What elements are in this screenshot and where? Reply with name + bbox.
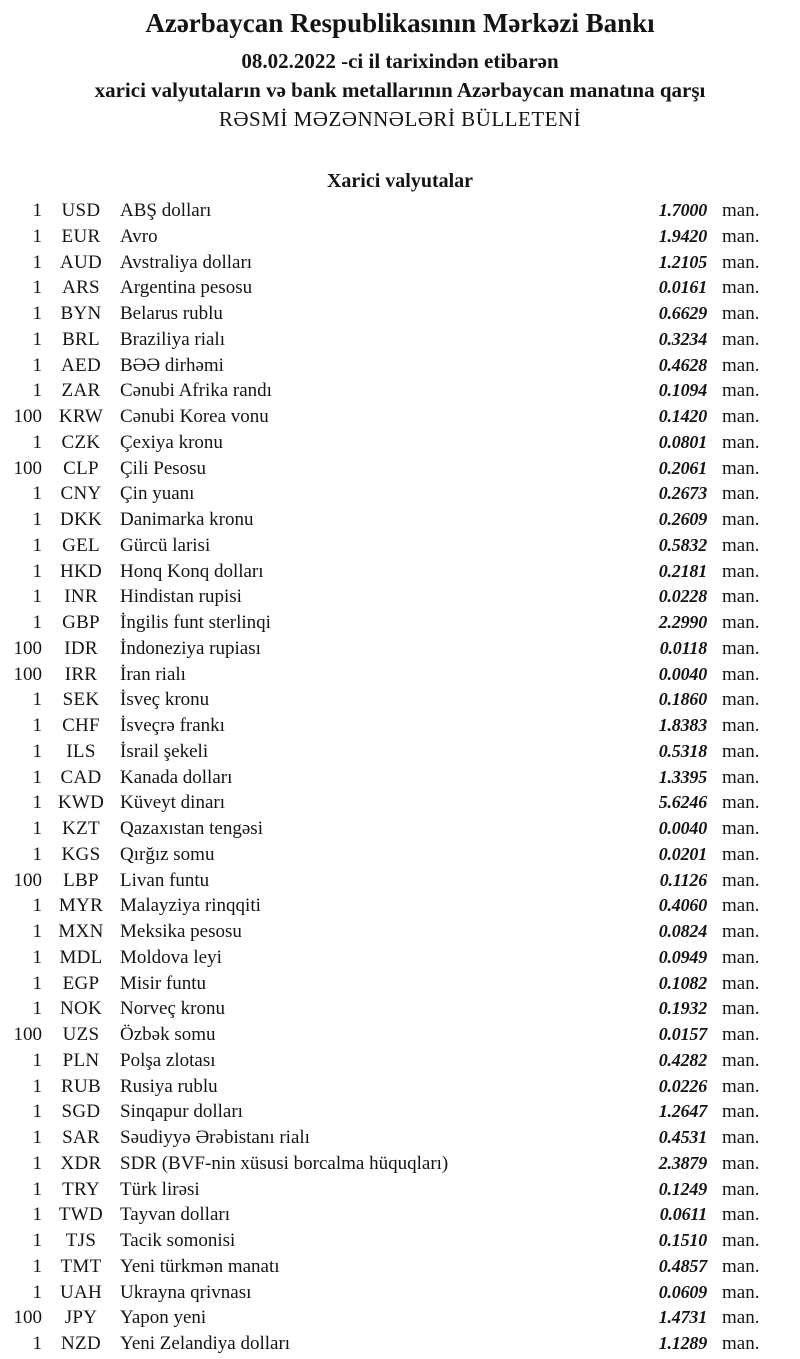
- unit-label-cell: man.: [722, 663, 760, 685]
- rate-value-cell: 0.0824: [658, 921, 707, 941]
- currency-rate-row: [8, 535, 770, 561]
- unit-label-cell: man.: [722, 715, 760, 736]
- quantity-cell: 1: [32, 1204, 42, 1226]
- currency-rate-row: [8, 355, 770, 381]
- currency-rate-row: [8, 1153, 770, 1179]
- quantity-cell: 1: [32, 1230, 42, 1251]
- quantity-cell: 100: [13, 406, 42, 427]
- currency-rate-row: [8, 792, 770, 818]
- currency-name-cell: Çili Pesosu: [120, 457, 207, 479]
- currency-rates-table: [0, 200, 800, 1359]
- rate-value-cell: 0.1094: [658, 380, 707, 401]
- unit-label-cell: man.: [722, 895, 760, 917]
- unit-label-cell: man.: [722, 1281, 760, 1303]
- currency-code-cell: LBP: [63, 869, 99, 891]
- currency-name-cell: Rusiya rublu: [120, 1075, 218, 1097]
- currency-code-cell: CAD: [60, 766, 102, 788]
- currency-rate-row: [8, 1050, 770, 1076]
- currency-code-cell: KRW: [58, 406, 104, 427]
- currency-code-cell: SEK: [62, 689, 100, 711]
- currency-code-cell: MDL: [59, 946, 103, 968]
- currency-rate-row: [8, 870, 770, 896]
- quantity-cell: 100: [13, 457, 42, 479]
- currency-name-cell: İsveçrə frankı: [120, 715, 225, 736]
- rate-value-cell: 0.1420: [658, 406, 707, 426]
- rate-value-cell: 0.0201: [658, 843, 707, 864]
- quantity-cell: 1: [32, 715, 42, 736]
- rate-value-cell: 0.0226: [658, 1075, 707, 1096]
- currency-rate-row: [8, 483, 770, 509]
- rate-value-cell: 0.0118: [659, 637, 707, 658]
- quantity-cell: 100: [13, 663, 42, 685]
- currency-code-cell: IRR: [64, 663, 98, 685]
- unit-label-cell: man.: [722, 431, 760, 453]
- quantity-cell: 1: [32, 225, 42, 247]
- currency-name-cell: Livan funtu: [120, 869, 210, 891]
- currency-rate-row: [8, 1282, 770, 1308]
- currency-code-cell: INR: [64, 586, 98, 608]
- currency-code-cell: IDR: [64, 637, 98, 659]
- currency-name-cell: Gürcü larisi: [120, 534, 211, 556]
- unit-label-cell: man.: [722, 689, 760, 711]
- currency-code-cell: GBP: [62, 612, 100, 633]
- rate-value-cell: 0.1249: [658, 1178, 707, 1199]
- quantity-cell: 1: [32, 843, 42, 865]
- unit-label-cell: man.: [722, 534, 760, 556]
- currency-rate-row: [8, 252, 770, 278]
- rate-value-cell: 5.6246: [658, 792, 707, 813]
- currency-name-cell: Sinqapur dolları: [120, 1101, 243, 1123]
- currency-name-cell: Danimarka kronu: [120, 509, 254, 530]
- unit-label-cell: man.: [722, 998, 760, 1020]
- quantity-cell: 1: [32, 431, 42, 453]
- quantity-cell: 1: [32, 509, 42, 530]
- currency-name-cell: İran rialı: [120, 663, 186, 685]
- unit-label-cell: man.: [722, 637, 760, 659]
- unit-label-cell: man.: [722, 225, 760, 247]
- quantity-cell: 100: [13, 869, 42, 891]
- currency-name-cell: BƏƏ dirhəmi: [120, 354, 224, 376]
- currency-rate-row: [8, 1307, 770, 1333]
- currency-name-cell: Norveç kronu: [120, 998, 225, 1020]
- unit-label-cell: man.: [722, 843, 760, 865]
- currency-code-cell: HKD: [59, 560, 103, 582]
- quantity-cell: 1: [32, 1101, 42, 1123]
- currency-name-cell: Argentina pesosu: [120, 277, 253, 299]
- unit-label-cell: man.: [722, 766, 760, 788]
- unit-label-cell: man.: [722, 483, 760, 505]
- currency-rate-row: [8, 586, 770, 612]
- quantity-cell: 1: [32, 586, 42, 608]
- quantity-cell: 1: [32, 354, 42, 376]
- currency-name-cell: Kanada dolları: [120, 766, 233, 788]
- quantity-cell: 100: [13, 1307, 42, 1329]
- unit-label-cell: man.: [722, 277, 760, 299]
- currency-rate-row: [8, 741, 770, 767]
- currency-rate-row: [8, 432, 770, 458]
- currency-rate-row: [8, 715, 770, 741]
- rate-value-cell: 0.4282: [658, 1049, 707, 1070]
- quantity-cell: 1: [32, 303, 42, 324]
- currency-name-cell: Avstraliya dolları: [120, 251, 253, 273]
- quantity-cell: 1: [32, 380, 42, 402]
- currency-code-cell: AUD: [59, 251, 103, 273]
- currency-name-cell: SDR (BVF-nin xüsusi borcalma hüquqları): [120, 1152, 449, 1174]
- currency-name-cell: İsrail şekeli: [120, 740, 209, 762]
- rate-value-cell: 0.2673: [658, 483, 707, 504]
- currency-rate-row: [8, 1179, 770, 1205]
- currency-name-cell: Hindistan rupisi: [120, 586, 242, 608]
- currency-code-cell: BRL: [62, 328, 100, 350]
- currency-code-cell: DKK: [59, 509, 103, 530]
- currency-code-cell: MYR: [58, 895, 104, 917]
- currency-name-cell: Ukrayna qrivnası: [120, 1281, 252, 1303]
- rate-value-cell: 1.3395: [658, 766, 707, 787]
- unit-label-cell: man.: [722, 586, 760, 608]
- currency-code-cell: GEL: [62, 534, 100, 556]
- currency-rate-row: [8, 303, 770, 329]
- currency-rate-row: [8, 1101, 770, 1127]
- rate-value-cell: 0.3234: [658, 328, 707, 349]
- rate-value-cell: 0.6629: [658, 303, 707, 323]
- currency-code-cell: JPY: [64, 1307, 98, 1329]
- quantity-cell: 1: [32, 946, 42, 968]
- unit-label-cell: man.: [722, 200, 760, 221]
- rate-value-cell: 0.0609: [658, 1281, 707, 1302]
- quantity-cell: 1: [32, 895, 42, 917]
- rate-value-cell: 0.5318: [658, 740, 707, 761]
- currency-code-cell: TJS: [65, 1230, 97, 1251]
- quantity-cell: 1: [32, 921, 42, 942]
- rate-value-cell: 0.0949: [658, 946, 707, 967]
- currency-name-cell: Braziliya rialı: [120, 328, 225, 350]
- rate-value-cell: 0.0040: [658, 818, 707, 838]
- quantity-cell: 1: [32, 689, 42, 711]
- effective-date-line: 08.02.2022 -ci il tarixindən etibarən: [241, 49, 559, 73]
- rate-value-cell: 1.9420: [658, 225, 707, 246]
- currency-rate-row: [8, 1333, 770, 1359]
- unit-label-cell: man.: [722, 457, 760, 479]
- quantity-cell: 100: [13, 1024, 42, 1045]
- rate-value-cell: 0.0040: [658, 663, 707, 684]
- currency-rate-row: [8, 998, 770, 1024]
- currency-name-cell: Cənubi Afrika randı: [120, 380, 272, 402]
- currency-name-cell: Yapon yeni: [120, 1307, 207, 1329]
- currency-rate-row: [8, 767, 770, 793]
- currency-name-cell: Özbək somu: [120, 1024, 216, 1045]
- unit-label-cell: man.: [722, 380, 760, 402]
- currency-name-cell: İngilis funt sterlinqi: [120, 612, 271, 633]
- quantity-cell: 1: [32, 1281, 42, 1303]
- currency-code-cell: TMT: [60, 1255, 102, 1277]
- unit-label-cell: man.: [722, 303, 760, 324]
- currency-code-cell: USD: [61, 200, 101, 221]
- unit-label-cell: man.: [722, 406, 760, 427]
- currency-rate-row: [8, 895, 770, 921]
- quantity-cell: 100: [13, 637, 42, 659]
- currency-name-cell: Tayvan dolları: [120, 1204, 230, 1226]
- currency-rate-row: [8, 818, 770, 844]
- currency-rate-row: [8, 947, 770, 973]
- rate-value-cell: 1.7000: [658, 200, 707, 220]
- unit-label-cell: man.: [722, 509, 760, 530]
- unit-label-cell: man.: [722, 740, 760, 762]
- currency-code-cell: KWD: [57, 792, 105, 814]
- currency-name-cell: Yeni türkmən manatı: [120, 1255, 280, 1277]
- currency-name-cell: ABŞ dolları: [120, 200, 212, 221]
- unit-label-cell: man.: [722, 1333, 760, 1354]
- unit-label-cell: man.: [722, 1024, 760, 1045]
- quantity-cell: 1: [32, 483, 42, 505]
- quantity-cell: 1: [32, 998, 42, 1020]
- unit-label-cell: man.: [722, 1152, 760, 1174]
- rate-value-cell: 0.0801: [658, 431, 707, 452]
- currency-code-cell: CLP: [63, 457, 99, 479]
- bulletin-heading: RƏSMİ MƏZƏNNƏLƏRİ BÜLLETENİ: [218, 107, 582, 131]
- currency-rate-row: [8, 1230, 770, 1256]
- currency-code-cell: NZD: [61, 1333, 101, 1354]
- currency-name-cell: Polşa zlotası: [120, 1049, 216, 1071]
- currency-rate-row: [8, 973, 770, 999]
- unit-label-cell: man.: [722, 1307, 760, 1329]
- unit-label-cell: man.: [722, 1255, 760, 1277]
- quantity-cell: 1: [32, 534, 42, 556]
- currency-rate-row: [8, 1256, 770, 1282]
- rate-value-cell: 0.1860: [658, 689, 707, 710]
- currency-code-cell: EGP: [62, 972, 100, 994]
- quantity-cell: 1: [32, 766, 42, 788]
- unit-label-cell: man.: [722, 1204, 760, 1226]
- currency-rate-row: [8, 380, 770, 406]
- currency-rate-row: [8, 1127, 770, 1153]
- rate-value-cell: 0.2181: [658, 560, 707, 581]
- unit-label-cell: man.: [722, 1127, 760, 1148]
- currency-code-cell: BYN: [60, 303, 102, 324]
- currency-name-cell: Belarus rublu: [120, 303, 223, 324]
- currency-code-cell: ILS: [66, 740, 96, 762]
- unit-label-cell: man.: [722, 354, 760, 376]
- unit-label-cell: man.: [722, 612, 760, 633]
- currency-code-cell: RUB: [61, 1075, 101, 1097]
- rate-value-cell: 0.1510: [658, 1230, 707, 1250]
- rate-value-cell: 1.8383: [658, 715, 707, 735]
- currency-rate-row: [8, 612, 770, 638]
- rate-value-cell: 0.0228: [658, 586, 707, 607]
- rate-value-cell: 0.2609: [658, 509, 707, 529]
- currency-rate-row: [8, 1204, 770, 1230]
- unit-label-cell: man.: [722, 1075, 760, 1097]
- currency-name-cell: Malayziya rinqqiti: [120, 895, 261, 917]
- currency-code-cell: EUR: [61, 225, 101, 247]
- unit-label-cell: man.: [722, 818, 760, 839]
- currency-code-cell: CZK: [61, 431, 101, 453]
- quantity-cell: 1: [32, 740, 42, 762]
- currency-name-cell: Honq Konq dolları: [120, 560, 264, 582]
- unit-label-cell: man.: [722, 251, 760, 273]
- currency-name-cell: Qazaxıstan tengəsi: [120, 818, 263, 839]
- quantity-cell: 1: [32, 1049, 42, 1071]
- currency-code-cell: TRY: [62, 1178, 100, 1200]
- currency-rate-row: [8, 226, 770, 252]
- currency-rate-row: [8, 277, 770, 303]
- quantity-cell: 1: [32, 1178, 42, 1200]
- unit-label-cell: man.: [722, 921, 760, 942]
- quantity-cell: 1: [32, 792, 42, 814]
- currency-rate-row: [8, 844, 770, 870]
- currency-code-cell: XDR: [60, 1152, 102, 1174]
- currency-rate-row: [8, 329, 770, 355]
- rate-value-cell: 0.5832: [658, 534, 707, 555]
- currency-code-cell: MXN: [58, 921, 104, 942]
- currency-code-cell: AED: [61, 354, 101, 376]
- quantity-cell: 1: [32, 1075, 42, 1097]
- currency-rate-row: [8, 1024, 770, 1050]
- quantity-cell: 1: [32, 1127, 42, 1148]
- currency-rate-row: [8, 664, 770, 690]
- currency-code-cell: SGD: [61, 1101, 101, 1123]
- quantity-cell: 1: [32, 612, 42, 633]
- rate-value-cell: 1.2105: [658, 251, 707, 272]
- currency-code-cell: CNY: [60, 483, 102, 505]
- currency-code-cell: UZS: [62, 1024, 100, 1045]
- currency-name-cell: Küveyt dinarı: [120, 792, 226, 814]
- unit-label-cell: man.: [722, 1230, 760, 1251]
- rate-value-cell: 0.4857: [658, 1255, 707, 1276]
- currency-rate-row: [8, 509, 770, 535]
- currency-code-cell: TWD: [58, 1204, 104, 1226]
- rate-value-cell: 0.4531: [658, 1127, 707, 1147]
- rate-value-cell: 0.0161: [658, 277, 707, 298]
- currency-rate-row: [8, 921, 770, 947]
- rate-value-cell: 1.4731: [658, 1307, 707, 1328]
- unit-label-cell: man.: [722, 1101, 760, 1123]
- currency-name-cell: Meksika pesosu: [120, 921, 242, 942]
- quantity-cell: 1: [32, 1255, 42, 1277]
- currency-name-cell: İsveç kronu: [120, 689, 210, 711]
- currency-name-cell: Moldova leyi: [120, 946, 222, 968]
- quantity-cell: 1: [32, 560, 42, 582]
- quantity-cell: 1: [32, 1152, 42, 1174]
- quantity-cell: 1: [32, 818, 42, 839]
- unit-label-cell: man.: [722, 1049, 760, 1071]
- unit-label-cell: man.: [722, 946, 760, 968]
- quantity-cell: 1: [32, 1333, 42, 1354]
- currency-code-cell: UAH: [59, 1281, 103, 1303]
- currency-name-cell: Çin yuanı: [120, 483, 195, 505]
- page-title: Azərbaycan Respublikasının Mərkəzi Bankı: [145, 8, 655, 38]
- currency-rate-row: [8, 1076, 770, 1102]
- currency-rate-row: [8, 638, 770, 664]
- rate-value-cell: 0.2061: [658, 457, 707, 478]
- currency-name-cell: Türk lirəsi: [120, 1178, 200, 1200]
- currency-code-cell: CHF: [62, 715, 100, 736]
- quantity-cell: 1: [32, 251, 42, 273]
- rate-value-cell: 0.4060: [658, 895, 707, 916]
- rate-value-cell: 0.0611: [659, 1204, 707, 1225]
- unit-label-cell: man.: [722, 869, 760, 891]
- currency-code-cell: KZT: [62, 818, 100, 839]
- currency-rate-row: [8, 689, 770, 715]
- currency-code-cell: ARS: [62, 277, 100, 299]
- unit-label-cell: man.: [722, 972, 760, 994]
- currency-code-cell: SAR: [62, 1127, 100, 1148]
- currency-name-cell: Misir funtu: [120, 972, 207, 994]
- rate-value-cell: 0.0157: [658, 1024, 707, 1044]
- rate-value-cell: 0.1126: [659, 869, 707, 890]
- rate-value-cell: 2.3879: [658, 1152, 707, 1173]
- currency-code-cell: KGS: [61, 843, 101, 865]
- currency-name-cell: Avro: [120, 225, 158, 247]
- currency-name-cell: İndoneziya rupiası: [120, 637, 261, 659]
- currency-name-cell: Yeni Zelandiya dolları: [120, 1333, 291, 1354]
- currency-name-cell: Qırğız somu: [120, 843, 215, 865]
- rate-value-cell: 1.2647: [658, 1101, 707, 1122]
- currency-rate-row: [8, 406, 770, 432]
- rate-value-cell: 0.1932: [658, 998, 707, 1019]
- quantity-cell: 1: [32, 972, 42, 994]
- currency-name-cell: Tacik somonisi: [120, 1230, 236, 1251]
- rate-value-cell: 1.1289: [658, 1333, 707, 1353]
- rate-value-cell: 2.2990: [658, 612, 707, 632]
- section-title-foreign-currencies: Xarici valyutalar: [326, 170, 474, 192]
- unit-label-cell: man.: [722, 560, 760, 582]
- currency-rate-row: [8, 561, 770, 587]
- quantity-cell: 1: [32, 328, 42, 350]
- currency-name-cell: Çexiya kronu: [120, 431, 223, 453]
- currency-rate-row: [8, 200, 770, 226]
- unit-label-cell: man.: [722, 792, 760, 814]
- currency-rate-row: [8, 458, 770, 484]
- currency-code-cell: ZAR: [61, 380, 101, 402]
- quantity-cell: 1: [32, 277, 42, 299]
- unit-label-cell: man.: [722, 328, 760, 350]
- unit-label-cell: man.: [722, 1178, 760, 1200]
- rate-value-cell: 0.1082: [658, 972, 707, 993]
- rate-value-cell: 0.4628: [658, 354, 707, 375]
- currency-code-cell: PLN: [62, 1049, 100, 1071]
- currency-name-cell: Cənubi Korea vonu: [120, 406, 269, 427]
- quantity-cell: 1: [32, 200, 42, 221]
- bulletin-subtitle: xarici valyutaların və bank metallarının Azərbaycan manatına qarşı: [94, 78, 706, 102]
- currency-name-cell: Səudiyyə Ərəbistanı rialı: [120, 1127, 310, 1148]
- currency-code-cell: NOK: [59, 998, 103, 1020]
